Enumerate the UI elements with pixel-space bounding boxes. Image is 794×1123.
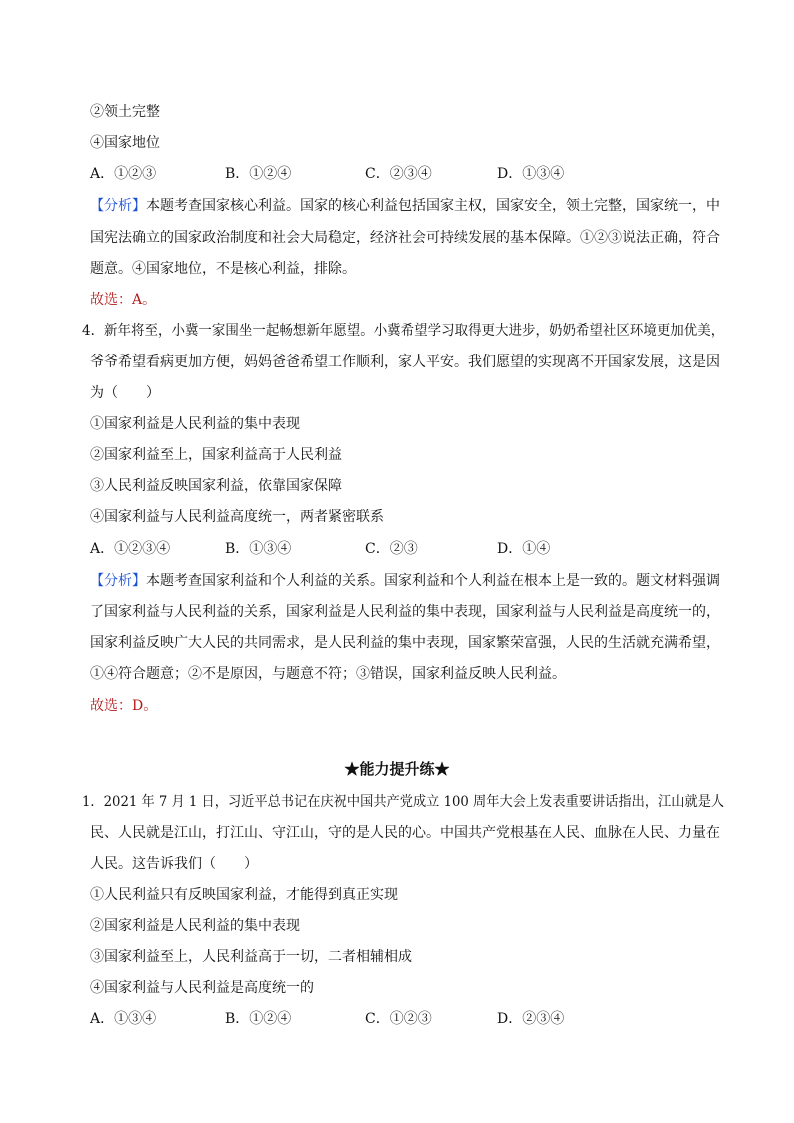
- q4-choice-c: C．②③: [365, 541, 418, 557]
- section-title: ★能力提升练★: [344, 760, 450, 778]
- q4-stem-line-1: 4．新年将至，小冀一家围坐一起畅想新年愿望。小冀希望学习取得更大进步，奶奶希望社区环境更加优美，: [82, 323, 725, 339]
- q4-analysis-line-3: 国家利益反映广大人民的共同需求，是人民利益的集中表现，国家繁荣富强，人民的生活就充满希望，: [90, 635, 720, 651]
- q3-analysis-line-1: [90, 196, 720, 216]
- q4-choice-b: B．①③④: [225, 541, 292, 557]
- analysis-text: 本题考查国家核心利益。国家的核心利益包括国家主权，国家安全，领土完整，国家统一，中: [146, 198, 720, 214]
- analysis-tag: 【分析】: [90, 198, 146, 214]
- q3-choice-b: B．①②④: [225, 166, 292, 182]
- q4-option-3: ③人民利益反映国家利益，依靠国家保障: [90, 478, 342, 494]
- q3-choice-c: C．②③④: [365, 166, 432, 182]
- p1-choice-d: D．②③④: [497, 1011, 565, 1027]
- p1-stem-line-3: 人民。这告诉我们（ ）: [90, 856, 258, 872]
- p1-stem-line-2: 民、人民就是江山，打江山、守江山，守的是人民的心。中国共产党根基在人民、血脉在人民、力量在: [90, 825, 720, 841]
- q3-analysis-line-3: 题意。④国家地位，不是核心利益，排除。: [90, 261, 356, 277]
- q4-option-1: ①国家利益是人民利益的集中表现: [90, 416, 300, 432]
- p1-option-1: ①人民利益只有反映国家利益，才能得到真正实现: [90, 887, 398, 903]
- q3-option-4: ④国家地位: [90, 135, 160, 151]
- q3-analysis-line-2: 国宪法确立的国家政治制度和社会大局稳定，经济社会可持续发展的基本保障。①②③说法正确，符合: [90, 230, 720, 246]
- q4-analysis-line-4: ①④符合题意；②不是原因，与题意不符；③错误，国家利益反映人民利益。: [90, 666, 566, 682]
- q4-choice-a: A．①②③④: [90, 541, 171, 557]
- q4-analysis-line-1: [90, 571, 720, 591]
- q4-stem-line-2: 爷爷希望看病更加方便，妈妈爸爸希望工作顺利，家人平安。我们愿望的实现离不开国家发展，这是因: [90, 354, 720, 370]
- q4-stem-line-3: 为（ ）: [90, 385, 160, 401]
- p1-choice-a: A．①③④: [90, 1011, 157, 1027]
- p1-option-3: ③国家利益至上，人民利益高于一切，二者相辅相成: [90, 949, 412, 965]
- q4-answer: 故选：D。: [90, 698, 158, 714]
- p1-choice-c: C．①②③: [365, 1011, 432, 1027]
- p1-option-2: ②国家利益是人民利益的集中表现: [90, 918, 300, 934]
- analysis-text: 本题考查国家利益和个人利益的关系。国家利益和个人利益在根本上是一致的。题文材料强调: [146, 573, 720, 589]
- p1-choice-b: B．①②④: [225, 1011, 292, 1027]
- analysis-tag: 【分析】: [90, 573, 146, 589]
- q4-analysis-line-2: 了国家利益与人民利益的关系，国家利益是人民利益的集中表现，国家利益与人民利益是高度统一的，: [90, 604, 720, 620]
- p1-stem-line-1: 1．2021 年 7 月 1 日，习近平总书记在庆祝中国共产党成立 100 周年大会上发表重要讲话指出，江山就是人: [82, 794, 725, 810]
- q4-option-4: ④国家利益与人民利益高度统一，两者紧密联系: [90, 509, 384, 525]
- p1-option-4: ④国家利益与人民利益是高度统一的: [90, 980, 314, 996]
- q3-option-2: ②领土完整: [90, 104, 160, 120]
- q4-choice-d: D．①④: [497, 541, 551, 557]
- q3-choice-a: A．①②③: [90, 166, 157, 182]
- q3-choice-d: D．①③④: [497, 166, 565, 182]
- q4-option-2: ②国家利益至上，国家利益高于人民利益: [90, 447, 342, 463]
- q3-answer: 故选：A。: [90, 292, 157, 308]
